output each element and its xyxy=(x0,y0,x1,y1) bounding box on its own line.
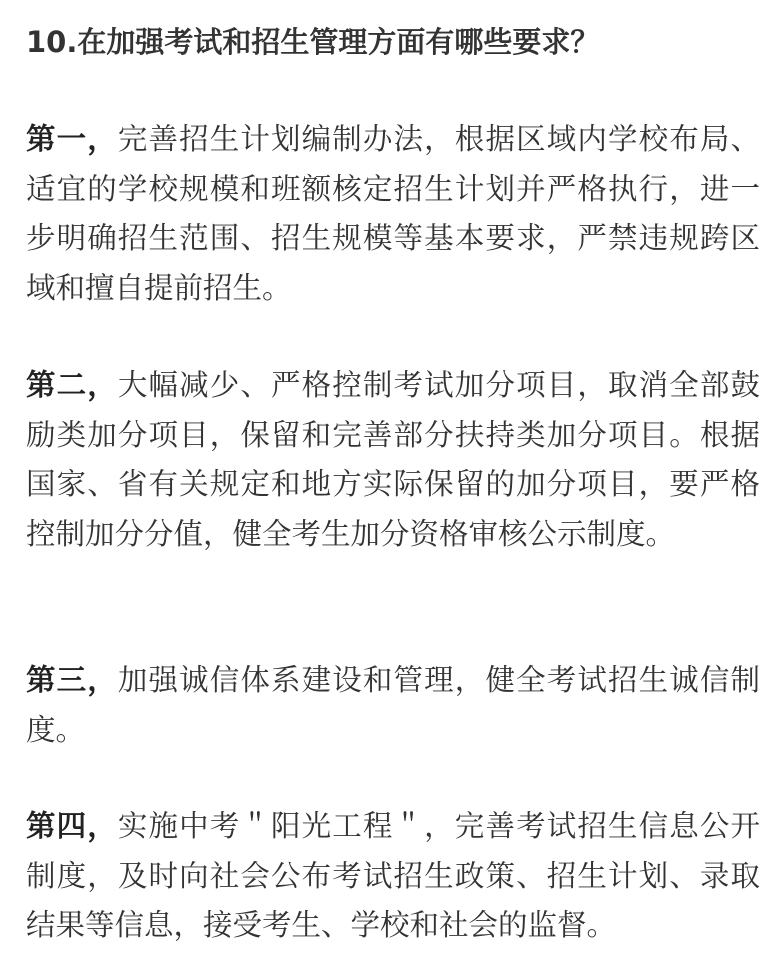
paragraph-first xyxy=(26,115,760,313)
paragraph-text: 完善招生计划编制办法，根据区域内学校布局、适宜的学校规模和班额核定招生计划并严格执行，进一步明确招生范围、招生规模等基本要求，严禁违规跨区域和擅自提前招生。 xyxy=(26,122,760,305)
paragraph-third xyxy=(26,656,760,755)
paragraph-lead: 第二， xyxy=(26,368,118,402)
paragraph-text: 加强诚信体系建设和管理，健全考试招生诚信制度。 xyxy=(26,663,760,747)
article-title: 10.在加强考试和招生管理方面有哪些要求？ xyxy=(26,25,600,59)
paragraph-second xyxy=(26,361,760,559)
paragraph-lead: 第一， xyxy=(26,122,118,156)
paragraph-lead: 第三， xyxy=(26,663,118,697)
paragraph-lead: 第四， xyxy=(26,809,118,843)
paragraph-fourth xyxy=(26,802,760,951)
paragraph-text: 大幅减少、严格控制考试加分项目，取消全部鼓励类加分项目，保留和完善部分扶持类加分项目。根据国家、省有关规定和地方实际保留的加分项目，要严格控制加分分值，健全考生加分资格审核公示制度。 xyxy=(26,368,760,551)
paragraph-text: 实施中考＂阳光工程＂，完善考试招生信息公开制度，及时向社会公布考试招生政策、招生计划、录取结果等信息，接受考生、学校和社会的监督。 xyxy=(26,809,760,942)
